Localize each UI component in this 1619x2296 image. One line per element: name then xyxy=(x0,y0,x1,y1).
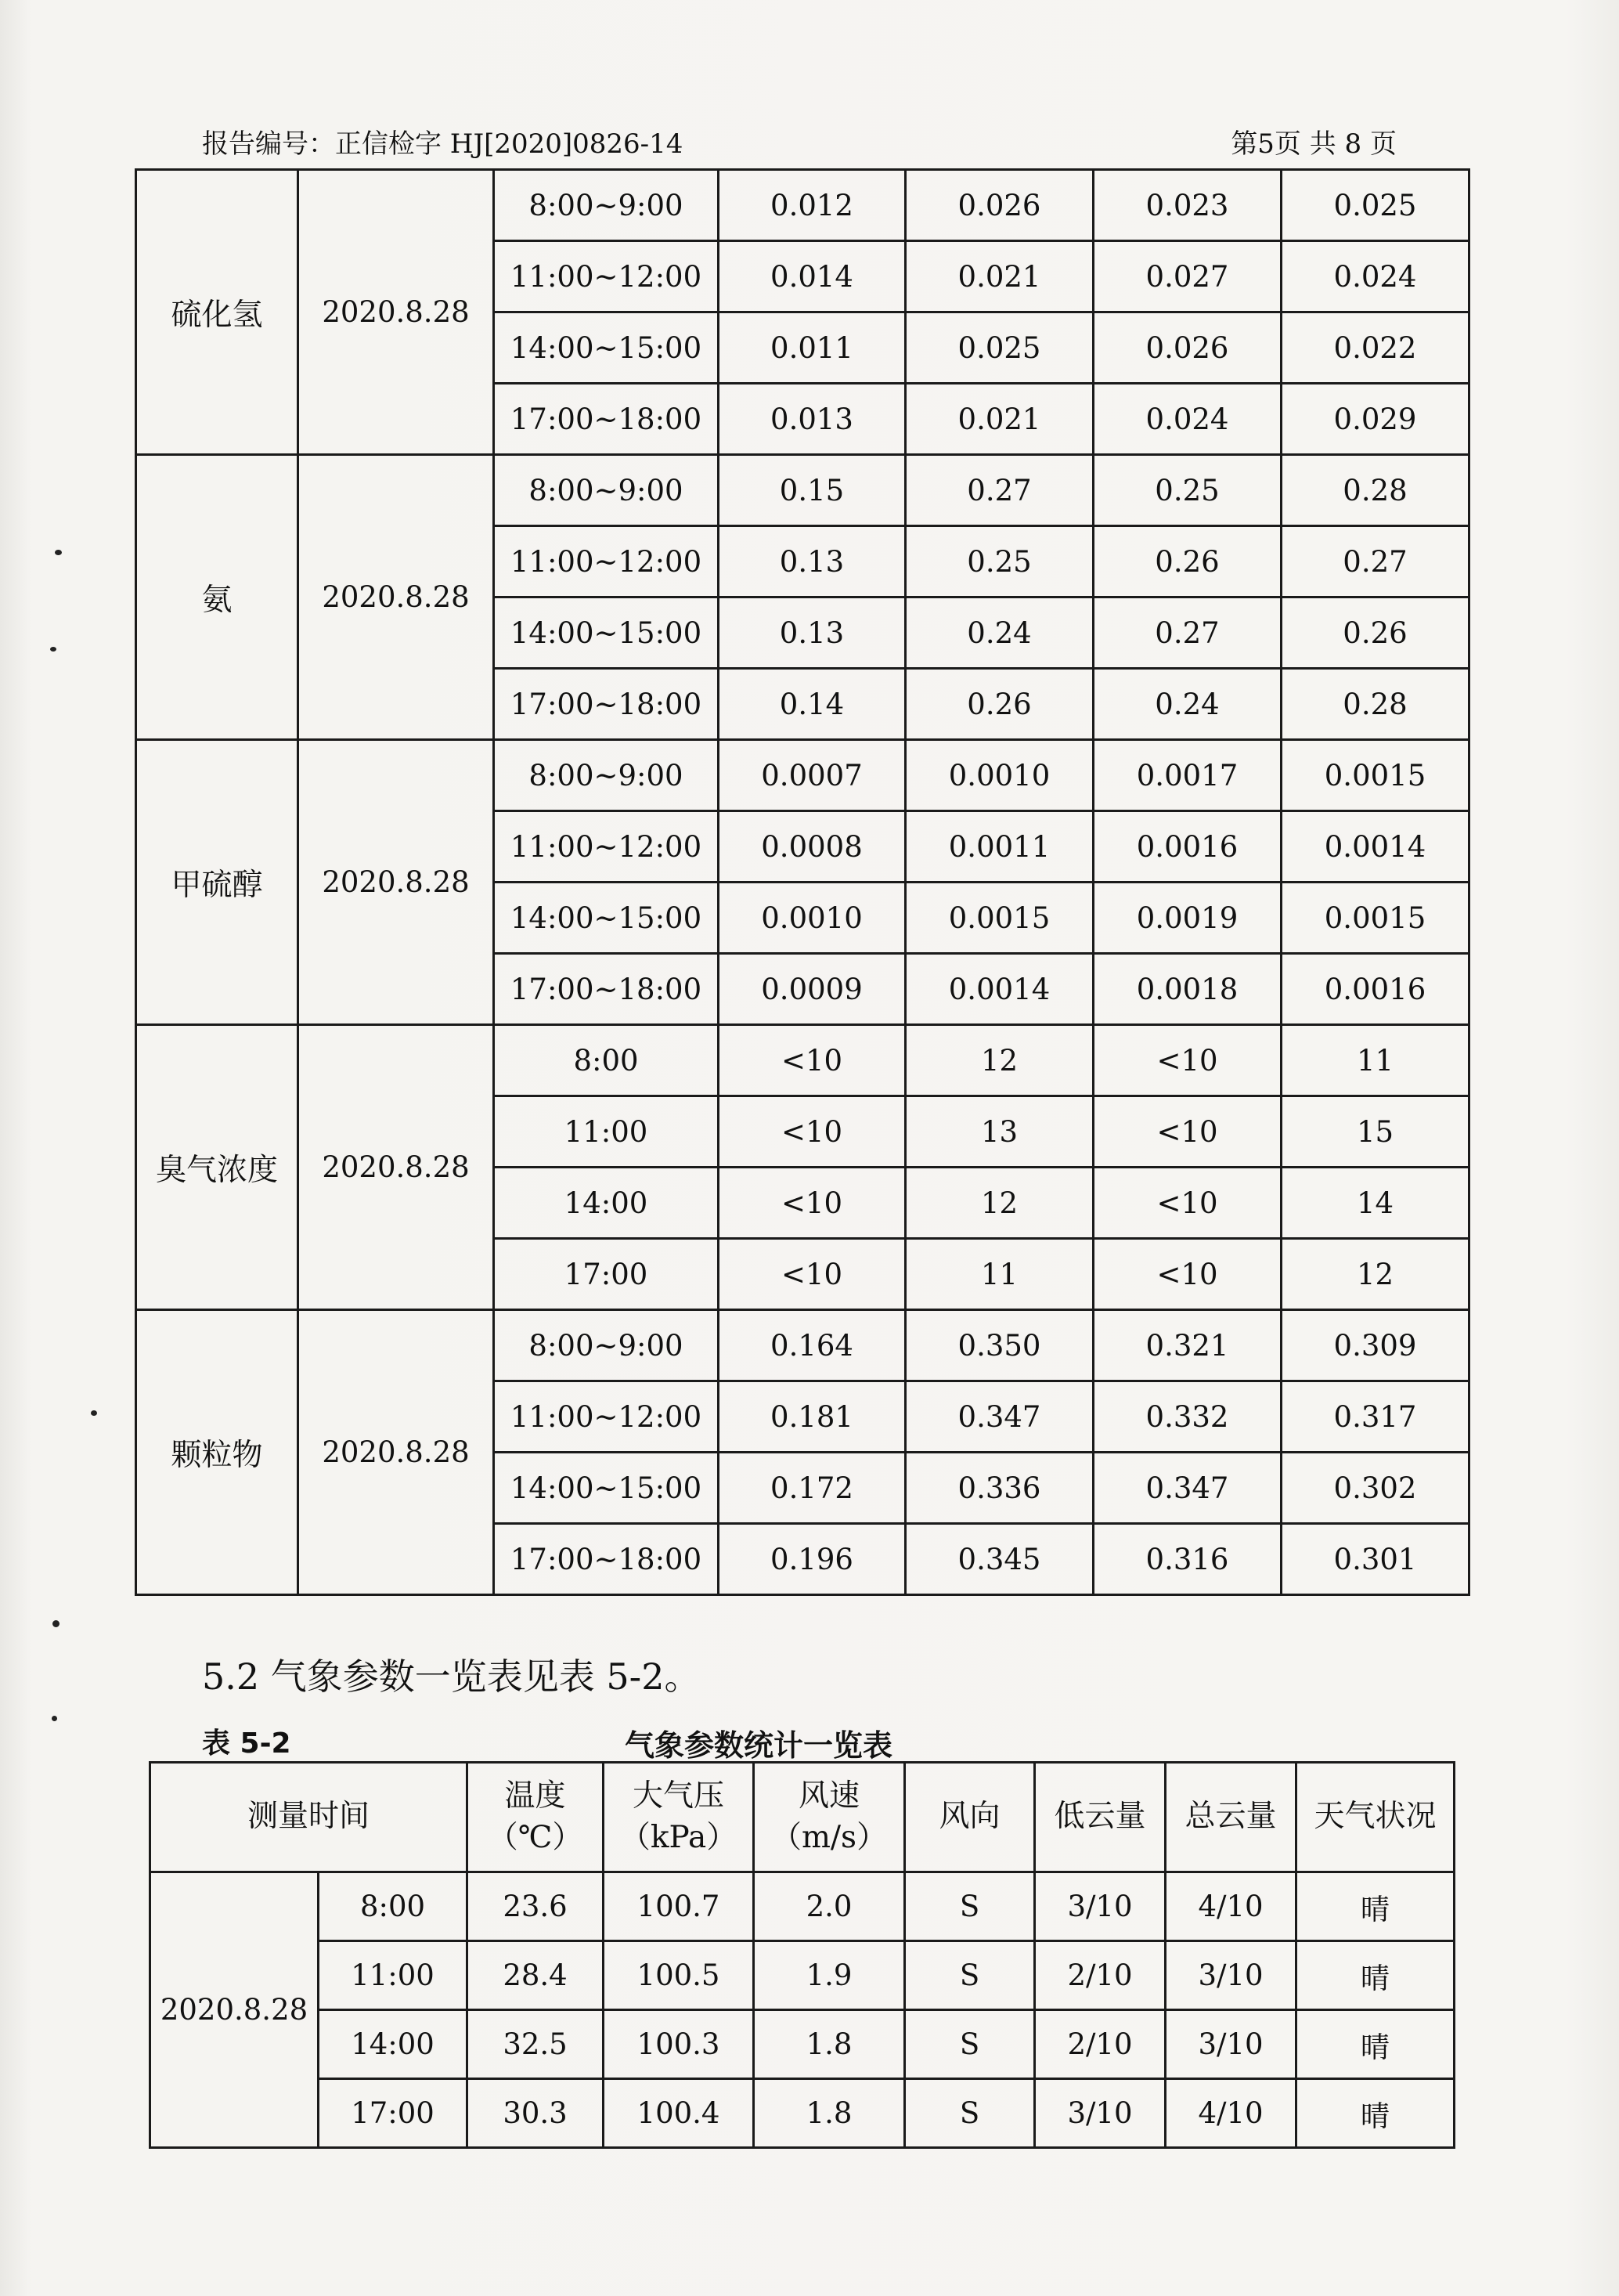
weather-value: 4/10 xyxy=(1166,1872,1296,1941)
measurement-time: 17:00 xyxy=(319,2079,467,2148)
sample-time: 14:00~15:00 xyxy=(494,312,719,384)
measurement-value: 0.13 xyxy=(719,597,906,669)
measurement-value: 0.27 xyxy=(1282,526,1469,597)
sample-time: 8:00~9:00 xyxy=(494,170,719,241)
weather-value: 100.7 xyxy=(604,1872,754,1941)
header-wind-direction: 风向 xyxy=(905,1763,1035,1872)
measurement-value: 0.27 xyxy=(906,455,1094,526)
measurement-value: 0.25 xyxy=(906,526,1094,597)
weather-value: 100.3 xyxy=(604,2010,754,2079)
measurement-value: 0.27 xyxy=(1094,597,1282,669)
weather-value: 32.5 xyxy=(467,2010,604,2079)
scan-mark xyxy=(50,647,56,652)
table-row xyxy=(150,1941,1455,2010)
measurement-value: 0.012 xyxy=(719,170,906,241)
weather-value: S xyxy=(905,1872,1035,1941)
header-low-cloud: 低云量 xyxy=(1035,1763,1166,1872)
sample-time: 14:00~15:00 xyxy=(494,883,719,954)
sample-date: 2020.8.28 xyxy=(298,170,494,455)
measurement-value: 0.302 xyxy=(1282,1453,1469,1524)
measurement-value: 15 xyxy=(1282,1096,1469,1168)
header-temperature xyxy=(467,1763,604,1872)
weather-value: S xyxy=(905,2010,1035,2079)
report-number: 报告编号：正信检字 HJ[2020]0826-14 xyxy=(202,128,683,160)
table-row xyxy=(136,740,1469,811)
measurement-value: 0.013 xyxy=(719,384,906,455)
table-row xyxy=(150,2079,1455,2148)
sample-date: 2020.8.28 xyxy=(298,1025,494,1310)
measurement-value: 0.14 xyxy=(719,669,906,740)
weather-parameters-table xyxy=(149,1761,1455,2149)
header-total-cloud: 总云量 xyxy=(1166,1763,1296,1872)
sample-time: 17:00 xyxy=(494,1239,719,1310)
header-wind-speed xyxy=(754,1763,905,1872)
wind-speed-label: 风速 xyxy=(799,1778,860,1814)
weather-value: 3/10 xyxy=(1035,1872,1166,1941)
weather-value: 1.9 xyxy=(754,1941,905,2010)
sample-time: 11:00~12:00 xyxy=(494,241,719,312)
measurement-value: 0.029 xyxy=(1282,384,1469,455)
measurement-value: 0.28 xyxy=(1282,455,1469,526)
measurement-time: 14:00 xyxy=(319,2010,467,2079)
measurement-value: <10 xyxy=(1094,1025,1282,1096)
page-number: 第5页 共 8 页 xyxy=(1231,128,1397,160)
sample-date: 2020.8.28 xyxy=(298,455,494,740)
measurement-value: 0.26 xyxy=(1282,597,1469,669)
weather-value: 晴 xyxy=(1296,1872,1455,1941)
weather-value: 晴 xyxy=(1296,2010,1455,2079)
weather-value: S xyxy=(905,1941,1035,2010)
sample-time: 14:00~15:00 xyxy=(494,597,719,669)
pollutant-name: 臭气浓度 xyxy=(136,1025,298,1310)
scan-mark xyxy=(52,1716,57,1721)
measurement-value: 0.025 xyxy=(906,312,1094,384)
measurement-value: 0.24 xyxy=(1094,669,1282,740)
page-header xyxy=(202,122,1397,161)
measurement-time: 11:00 xyxy=(319,1941,467,2010)
measurement-value: <10 xyxy=(1094,1096,1282,1168)
sample-time: 8:00~9:00 xyxy=(494,1310,719,1381)
weather-value: 100.4 xyxy=(604,2079,754,2148)
measurement-value: <10 xyxy=(1094,1239,1282,1310)
measurement-value: 0.0016 xyxy=(1282,954,1469,1025)
header-pressure xyxy=(604,1763,754,1872)
measurement-value: 12 xyxy=(906,1168,1094,1239)
measurement-value: 0.026 xyxy=(1094,312,1282,384)
measurement-value: <10 xyxy=(719,1168,906,1239)
measurement-value: 0.0019 xyxy=(1094,883,1282,954)
wind-speed-unit: （m/s） xyxy=(770,1819,888,1855)
sample-time: 14:00~15:00 xyxy=(494,1453,719,1524)
measurement-value: 0.172 xyxy=(719,1453,906,1524)
weather-value: 4/10 xyxy=(1166,2079,1296,2148)
measurement-value: 0.021 xyxy=(906,384,1094,455)
temp-unit: （℃） xyxy=(487,1819,583,1855)
measurement-value: 0.021 xyxy=(906,241,1094,312)
table-row xyxy=(136,1025,1469,1096)
measurement-value: 0.0014 xyxy=(1282,811,1469,883)
measurement-value: 0.014 xyxy=(719,241,906,312)
measurement-value: 0.164 xyxy=(719,1310,906,1381)
measurement-value: 0.347 xyxy=(906,1381,1094,1453)
weather-table-header xyxy=(150,1763,1455,1872)
weather-value: 30.3 xyxy=(467,2079,604,2148)
scan-mark xyxy=(52,1620,59,1627)
measurement-value: 0.321 xyxy=(1094,1310,1282,1381)
measurement-value: 0.181 xyxy=(719,1381,906,1453)
sample-time: 17:00~18:00 xyxy=(494,384,719,455)
measurement-value: <10 xyxy=(719,1096,906,1168)
measurement-value: 0.0016 xyxy=(1094,811,1282,883)
measurement-value: 0.0018 xyxy=(1094,954,1282,1025)
sample-time: 8:00 xyxy=(494,1025,719,1096)
measurement-date: 2020.8.28 xyxy=(150,1872,319,2148)
measurement-time: 8:00 xyxy=(319,1872,467,1941)
measurement-value: 12 xyxy=(906,1025,1094,1096)
measurement-value: 0.25 xyxy=(1094,455,1282,526)
measurement-value: 0.301 xyxy=(1282,1524,1469,1595)
sample-date: 2020.8.28 xyxy=(298,1310,494,1595)
measurement-value: 0.025 xyxy=(1282,170,1469,241)
weather-value: 晴 xyxy=(1296,1941,1455,2010)
measurement-value: 0.332 xyxy=(1094,1381,1282,1453)
measurement-value: 0.336 xyxy=(906,1453,1094,1524)
measurement-value: 0.026 xyxy=(906,170,1094,241)
weather-value: 28.4 xyxy=(467,1941,604,2010)
weather-value: 3/10 xyxy=(1166,1941,1296,2010)
measurement-value: 13 xyxy=(906,1096,1094,1168)
measurement-value: 0.0015 xyxy=(1282,883,1469,954)
pressure-unit: （kPa） xyxy=(619,1819,737,1855)
table-row xyxy=(136,1310,1469,1381)
table-row xyxy=(136,455,1469,526)
measurement-value: 0.347 xyxy=(1094,1453,1282,1524)
measurement-value: 0.023 xyxy=(1094,170,1282,241)
measurement-value: 11 xyxy=(906,1239,1094,1310)
sample-time: 8:00~9:00 xyxy=(494,455,719,526)
table-caption xyxy=(202,1721,1455,1764)
measurement-value: 0.0008 xyxy=(719,811,906,883)
measurement-value: 0.0007 xyxy=(719,740,906,811)
measurement-value: 0.317 xyxy=(1282,1381,1469,1453)
measurement-value: 0.011 xyxy=(719,312,906,384)
measurement-value: 0.28 xyxy=(1282,669,1469,740)
measurement-value: 0.0010 xyxy=(906,740,1094,811)
weather-value: 2/10 xyxy=(1035,2010,1166,2079)
pollutant-name: 硫化氢 xyxy=(136,170,298,455)
measurement-value: 0.15 xyxy=(719,455,906,526)
measurement-value: 0.345 xyxy=(906,1524,1094,1595)
table-label: 表 5-2 xyxy=(202,1727,291,1760)
measurement-value: 0.0009 xyxy=(719,954,906,1025)
measurement-value: 0.13 xyxy=(719,526,906,597)
monitoring-results-table xyxy=(135,168,1470,1596)
header-weather: 天气状况 xyxy=(1296,1763,1455,1872)
weather-value: 1.8 xyxy=(754,2010,905,2079)
table-title: 气象参数统计一览表 xyxy=(625,1728,893,1763)
measurement-value: 0.316 xyxy=(1094,1524,1282,1595)
measurement-value: 14 xyxy=(1282,1168,1469,1239)
sample-time: 17:00~18:00 xyxy=(494,669,719,740)
measurement-value: 0.027 xyxy=(1094,241,1282,312)
sample-time: 14:00 xyxy=(494,1168,719,1239)
measurement-value: 0.0017 xyxy=(1094,740,1282,811)
table-row xyxy=(150,2010,1455,2079)
pressure-label: 大气压 xyxy=(633,1778,725,1814)
weather-value: 晴 xyxy=(1296,2079,1455,2148)
pollutant-name: 氨 xyxy=(136,455,298,740)
measurement-value: 0.0015 xyxy=(906,883,1094,954)
pollutant-name: 颗粒物 xyxy=(136,1310,298,1595)
measurement-value: 0.0014 xyxy=(906,954,1094,1025)
weather-value: 23.6 xyxy=(467,1872,604,1941)
measurement-value: 0.0011 xyxy=(906,811,1094,883)
measurement-value: 0.024 xyxy=(1094,384,1282,455)
sample-time: 11:00 xyxy=(494,1096,719,1168)
sample-time: 11:00~12:00 xyxy=(494,1381,719,1453)
sample-time: 11:00~12:00 xyxy=(494,526,719,597)
weather-value: 3/10 xyxy=(1166,2010,1296,2079)
measurement-value: 0.022 xyxy=(1282,312,1469,384)
measurement-value: <10 xyxy=(719,1025,906,1096)
measurement-value: 0.196 xyxy=(719,1524,906,1595)
measurement-value: <10 xyxy=(719,1239,906,1310)
measurement-value: 0.0010 xyxy=(719,883,906,954)
table-row xyxy=(150,1872,1455,1941)
sample-time: 11:00~12:00 xyxy=(494,811,719,883)
weather-value: 2.0 xyxy=(754,1872,905,1941)
table-row xyxy=(136,170,1469,241)
scan-mark xyxy=(55,550,62,555)
sample-time: 8:00~9:00 xyxy=(494,740,719,811)
weather-value: 1.8 xyxy=(754,2079,905,2148)
section-heading: 5.2 气象参数一览表见表 5-2。 xyxy=(202,1655,701,1698)
temp-label: 温度 xyxy=(504,1778,566,1814)
sample-date: 2020.8.28 xyxy=(298,740,494,1025)
measurement-value: 11 xyxy=(1282,1025,1469,1096)
measurement-value: 0.26 xyxy=(1094,526,1282,597)
measurement-value: 0.024 xyxy=(1282,241,1469,312)
sample-time: 17:00~18:00 xyxy=(494,954,719,1025)
measurement-value: 0.26 xyxy=(906,669,1094,740)
measurement-value: 0.350 xyxy=(906,1310,1094,1381)
header-time: 测量时间 xyxy=(150,1763,467,1872)
scan-mark xyxy=(91,1410,97,1416)
pollutant-name: 甲硫醇 xyxy=(136,740,298,1025)
weather-value: 3/10 xyxy=(1035,2079,1166,2148)
measurement-value: 0.24 xyxy=(906,597,1094,669)
measurement-value: 0.0015 xyxy=(1282,740,1469,811)
sample-time: 17:00~18:00 xyxy=(494,1524,719,1595)
measurement-value: 0.309 xyxy=(1282,1310,1469,1381)
measurement-value: 12 xyxy=(1282,1239,1469,1310)
weather-value: S xyxy=(905,2079,1035,2148)
measurement-value: <10 xyxy=(1094,1168,1282,1239)
weather-value: 2/10 xyxy=(1035,1941,1166,2010)
weather-value: 100.5 xyxy=(604,1941,754,2010)
